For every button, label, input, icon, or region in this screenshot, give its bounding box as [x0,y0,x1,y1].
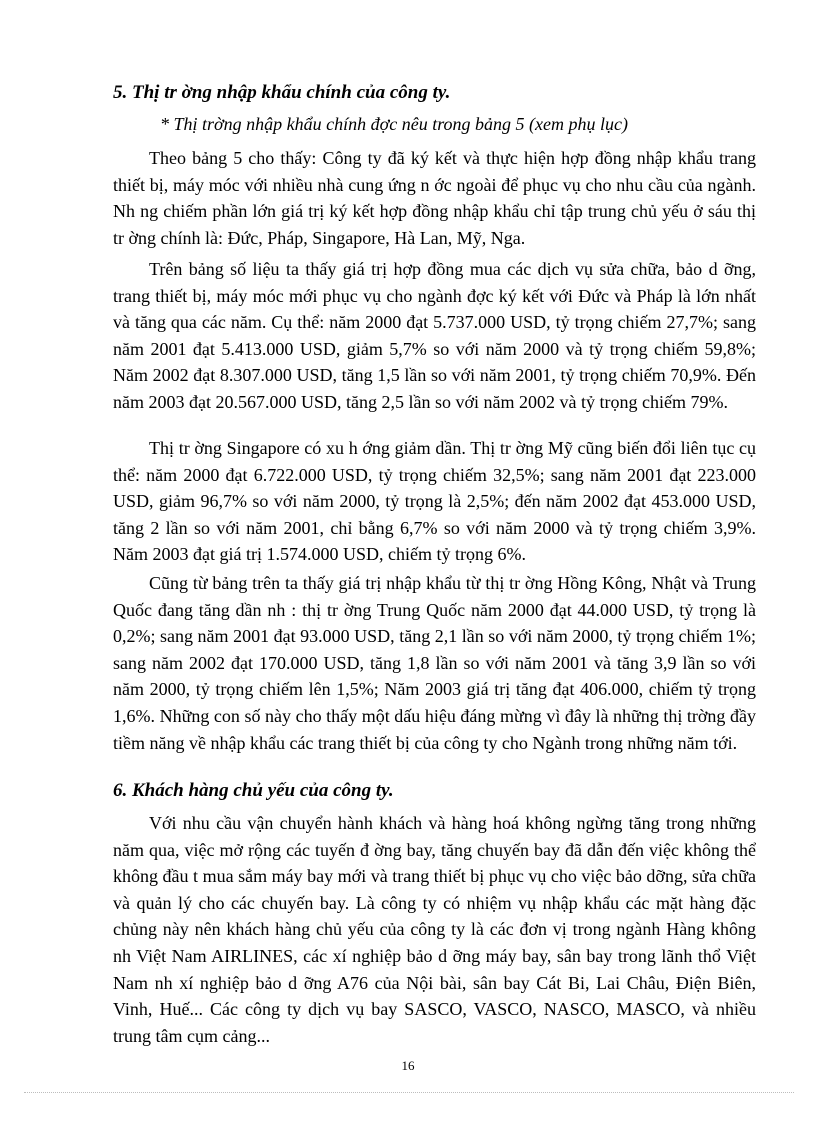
footer-divider [24,1092,794,1093]
paragraph-import-suppliers: Theo bảng 5 cho thấy: Công ty đã ký kết và thực hiện hợp đồng nhập khẩu trang thiết bị, máy móc với nhiều nhà cung ứng n ớc ngoài để phục vụ cho nhu cầu của ngành. Nh ng chiếm phần lớn giá trị ký kết hợp đồng nhập khẩu chỉ tập trung chủ yếu ở sáu thị tr ờng chính là: Đức, Pháp, Singapore, Hà Lan, Mỹ, Nga. [113,148,756,248]
table-reference-note: * Thị trờng nhập khẩu chính đợc nêu trong bảng 5 (xem phụ lục) [160,114,628,134]
paragraph-singapore-usa: Thị tr ờng Singapore có xu h ớng giảm dần. Thị tr ờng Mỹ cũng biến đổi liên tục cụ thể: năm 2000 đạt 6.722.000 USD, tỷ trọng chiếm 32,5%; sang năm 2001 đạt 223.000 USD, giảm 96,7% so với năm 2000, tỷ trọng là 2,5%; đến năm 2002 đạt 453.000 USD, tăng 2 lần so với năm 2001, chỉ bằng 6,7% so với năm 2000 và tỷ trọng chiếm 3,9%. Năm 2003 đạt giá trị 1.574.000 USD, chiếm tỷ trọng 6%. [113,438,756,565]
paragraph-main-customers: Với nhu cầu vận chuyển hành khách và hàng hoá không ngừng tăng trong những năm qua, việc mở rộng các tuyến đ ờng bay, tăng chuyến bay đã dẫn đến việc không thể không đầu t mua sắm máy bay mới và trang thiết bị phục vụ cho việc bảo dỡng, sửa chữa và quản lý cho các chuyến bay. Là công ty có nhiệm vụ nhập khẩu các mặt hàng đặc chủng này nên khách hàng chủ yếu của công ty là các đơn vị trong ngành Hàng không nh Việt Nam AIRLINES, các xí nghiệp bảo d ỡng máy bay, sân bay trong lãnh thổ Việt Nam nh xí nghiệp bảo d ỡng A76 của Nội bài, sân bay Cát Bi, Lai Châu, Điện Biên, Vinh, Huế... Các công ty dịch vụ bay SASCO, VASCO, NASCO, MASCO, và nhiều trung tâm cụm cảng... [113,813,756,1046]
section-6-heading: 6. Khách hàng chủ yếu của công ty. [113,780,394,801]
page-number: 16 [401,1058,415,1073]
paragraph-hongkong-japan-china: Cũng từ bảng trên ta thấy giá trị nhập khẩu từ thị tr ờng Hồng Kông, Nhật và Trung Quốc đang tăng dần nh : thị tr ờng Trung Quốc năm 2000 đạt 44.000 USD, tỷ trọng là 0,2%; sang năm 2001 đạt 93.000 USD, tăng 2,1 lần so với năm 2000, tỷ trọng chiếm 1%; sang năm 2002 đạt 170.000 USD, tăng 1,8 lần so với năm 2001 và tăng 3,9 lần so với năm 2000, tỷ trọng chiếm lên 1,5%; Năm 2003 giá trị tăng đạt 406.000, chiếm tỷ trọng 1,6%. Những con số này cho thấy một dấu hiệu đáng mừng vì đây là những thị trờng đầy tiềm năng về nhập khẩu các trang thiết bị của công ty cho Ngành trong những năm tới. [113,573,756,753]
section-5-heading: 5. Thị tr ờng nhập khẩu chính của công ty. [113,82,451,103]
paragraph-germany-france: Trên bảng số liệu ta thấy giá trị hợp đồng mua các dịch vụ sửa chữa, bảo d ỡng, trang thiết bị, máy móc mới phục vụ cho ngành đợc ký kết với Đức và Pháp là lớn nhất và tăng qua các năm. Cụ thể: năm 2000 đạt 5.737.000 USD, tỷ trọng chiếm 27,7%; sang năm 2001 đạt 5.413.000 USD, giảm 5,7% so với năm 2000 và tỷ trọng chiếm 59,8%; Năm 2002 đạt 8.307.000 USD, tăng 1,5 lần so với năm 2001, tỷ trọng chiếm 70,9%. Đến năm 2003 đạt 20.567.000 USD, tăng 2,5 lần so với năm 2002 và tỷ trọng chiếm 79%. [113,259,756,412]
